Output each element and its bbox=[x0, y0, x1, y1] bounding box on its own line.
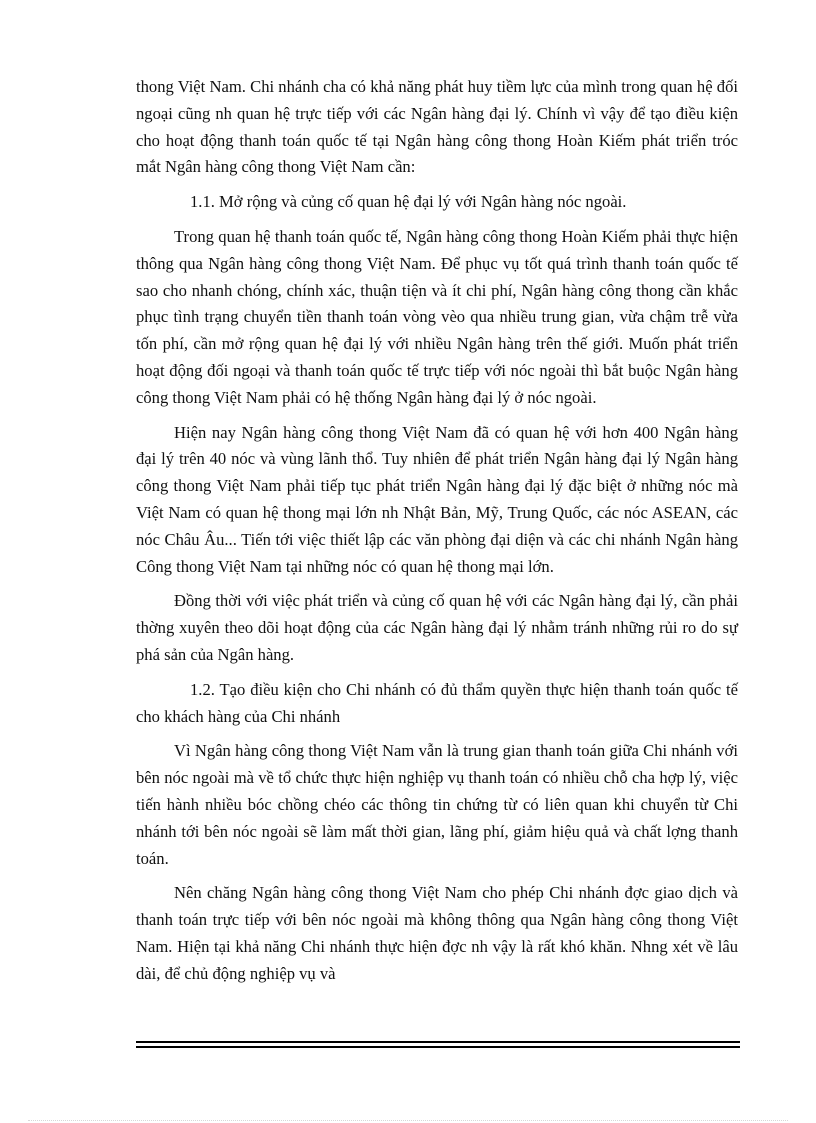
paragraph: Trong quan hệ thanh toán quốc tế, Ngân hàng công thong Hoàn Kiếm phải thực hiện thông qua Ngân hàng công thong Việt Nam. Để phục vụ tốt quá trình thanh toán quốc tế sao cho nhanh chóng, chính xác, thuận tiện và ít chi phí, Ngân hàng công thong cần khắc phục tình trạng chuyển tiền thanh toán vòng vèo qua nhiều trung gian, vừa chậm trễ vừa tốn phí, cần mở rộng quan hệ đại lý với nhiều Ngân hàng trên thế giới. Muốn phát triển hoạt động đối ngoại và thanh toán quốc tế trực tiếp với nóc ngoài thì bắt buộc Ngân hàng công thong Việt Nam phải có hệ thống Ngân hàng đại lý ở nóc ngoài. bbox=[136, 226, 738, 407]
section-heading-1-1: 1.1. Mở rộng và củng cố quan hệ đại lý với Ngân hàng nóc ngoài. bbox=[190, 192, 627, 212]
paragraph: Đồng thời với việc phát triển và củng cố quan hệ với các Ngân hàng đại lý, cần phải thờng xuyên theo dõi hoạt động của các Ngân hàng đại lý nhằm tránh những rủi ro do sự phá sản của Ngân hàng. bbox=[136, 591, 738, 664]
footer-rule-top bbox=[136, 1041, 740, 1043]
paragraph: Nên chăng Ngân hàng công thong Việt Nam cho phép Chi nhánh đợc giao dịch và thanh toán trực tiếp với bên nóc ngoài mà không thông qua Ngân hàng công thong Việt Nam. Hiện tại khả năng Chi nhánh thực hiện đợc nh vậy là rất khó khăn. Nhng xét về lâu dài, để chủ động nghiệp vụ và bbox=[136, 883, 738, 983]
paragraph: Hiện nay Ngân hàng công thong Việt Nam đã có quan hệ với hơn 400 Ngân hàng đại lý trên 40 nóc và vùng lãnh thổ. Tuy nhiên để phát triển Ngân hàng đại lý Ngân hàng công thong Việt Nam phải tiếp tục phát triển Ngân hàng đại lý đặc biệt ở những nóc mà Việt Nam có quan hệ thong mại lớn nh Nhật Bản, Mỹ, Trung Quốc, các nóc ASEAN, các nóc Châu Âu... Tiến tới việc thiết lập các văn phòng đại diện và các chi nhánh Ngân hàng Công thong Việt Nam tại những nóc có quan hệ thong mại lớn. bbox=[136, 422, 738, 576]
section-heading-1-2: 1.2. Tạo điều kiện cho Chi nhánh có đủ thẩm quyền thực hiện thanh toán quốc tế cho khách hàng của Chi nhánh bbox=[136, 679, 738, 726]
document-body bbox=[136, 74, 738, 996]
footer-rule-bottom bbox=[136, 1046, 740, 1048]
paragraph: Vì Ngân hàng công thong Việt Nam vẫn là trung gian thanh toán giữa Chi nhánh với bên nóc ngoài mà về tổ chức thực hiện nghiệp vụ thanh toán có nhiều chỗ cha hợp lý, việc tiến hành nhiều bóc chồng chéo các thông tin chứng từ có liên quan khi chuyển từ Chi nhánh tới bên nóc ngoài sẽ làm mất thời gian, lãng phí, giảm hiệu quả và chất lợng thanh toán. bbox=[136, 741, 738, 868]
paragraph-continuation: thong Việt Nam. Chi nhánh cha có khả năng phát huy tiềm lực của mình trong quan hệ đối ngoại cũng nh quan hệ trực tiếp với các Ngân hàng đại lý. Chính vì vậy để tạo điều kiện cho hoạt động thanh toán quốc tế tại Ngân hàng công thong Hoàn Kiếm phát triển tróc mắt Ngân hàng công thong Việt Nam cần: bbox=[136, 77, 738, 177]
page-edge-dotted-line bbox=[28, 1120, 788, 1121]
